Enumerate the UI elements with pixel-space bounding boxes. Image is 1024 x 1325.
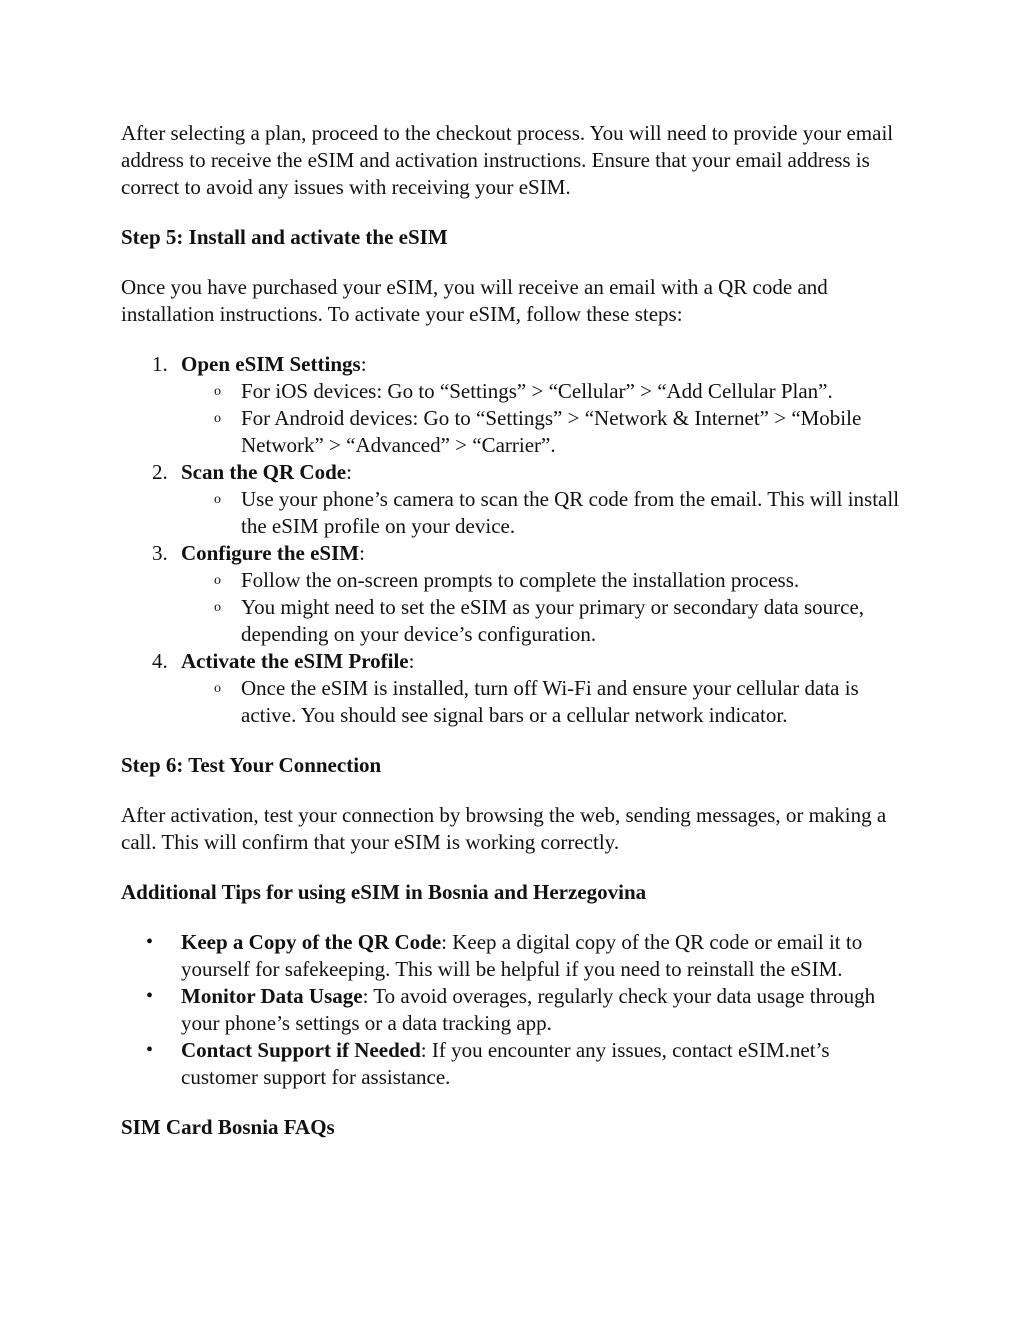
circle-bullet-icon: o — [214, 492, 221, 507]
circle-bullet-icon: o — [214, 411, 221, 426]
tip-text: : If you encounter any issues, contact eSIM.net’s customer support for assistance. — [181, 1038, 830, 1089]
tip-title: Contact Support if Needed — [181, 1038, 421, 1062]
tip-text: : To avoid overages, regularly check your data usage through your phone’s settings or a data tracking app. — [181, 984, 876, 1035]
step5-heading: Step 5: Install and activate the eSIM — [121, 225, 448, 249]
step-colon: : — [360, 352, 367, 376]
step-item-activate-esim-profile — [121, 648, 911, 729]
bullet-icon: • — [146, 985, 154, 1007]
bullet-icon: • — [146, 931, 154, 953]
substep-item — [181, 594, 911, 648]
step-item-configure-esim — [121, 540, 911, 648]
step-number: 4. — [152, 649, 168, 673]
step5-paragraph: Once you have purchased your eSIM, you will receive an email with a QR code and installation instructions. To activate your eSIM, follow these steps: — [121, 275, 828, 326]
tip-item — [121, 929, 911, 983]
step-title: Configure the eSIM — [181, 541, 360, 565]
intro-paragraph: After selecting a plan, proceed to the checkout process. You will need to provide your email address to receive the eSIM and activation instructions. Ensure that your email address is correct to avoid any issues with receiving your eSIM. — [121, 121, 894, 199]
step-number: 1. — [152, 352, 168, 376]
tips-list — [121, 929, 911, 1091]
substep-item — [181, 486, 911, 540]
circle-bullet-icon: o — [214, 681, 221, 696]
substep-item — [181, 567, 911, 594]
step-number: 3. — [152, 541, 168, 565]
tips-heading: Additional Tips for using eSIM in Bosnia and Herzegovina — [121, 880, 647, 904]
substep-text: Follow the on-screen prompts to complete the installation process. — [241, 568, 800, 592]
step-item-open-esim-settings — [121, 351, 911, 459]
tip-item — [121, 1037, 911, 1091]
faq-heading: SIM Card Bosnia FAQs — [121, 1115, 335, 1139]
tip-item — [121, 983, 911, 1037]
step-item-scan-qr-code — [121, 459, 911, 540]
substep-item — [181, 405, 911, 459]
circle-bullet-icon: o — [214, 600, 221, 615]
substep-item — [181, 378, 911, 405]
step-colon: : — [408, 649, 415, 673]
substep-item — [181, 675, 911, 729]
substep-text: You might need to set the eSIM as your primary or secondary data source, depending on your device’s configuration. — [241, 595, 865, 646]
substep-list — [181, 675, 911, 729]
tip-title: Keep a Copy of the QR Code — [181, 930, 442, 954]
step-colon: : — [359, 541, 365, 565]
step6-heading: Step 6: Test Your Connection — [121, 753, 382, 777]
circle-bullet-icon: o — [214, 384, 221, 399]
substep-list — [181, 378, 911, 459]
step-title: Open eSIM Settings — [181, 352, 361, 376]
tip-title: Monitor Data Usage — [181, 984, 363, 1008]
circle-bullet-icon: o — [214, 573, 221, 588]
step-title: Scan the QR Code — [181, 460, 347, 484]
step-colon: : — [346, 460, 352, 484]
substep-text: Use your phone’s camera to scan the QR code from the email. This will install the eSIM profile on your device. — [241, 487, 900, 538]
substep-text: For iOS devices: Go to “Settings” > “Cellular” > “Add Cellular Plan”. — [241, 379, 833, 403]
substep-list — [181, 567, 911, 648]
step-number: 2. — [152, 460, 168, 484]
bullet-icon: • — [146, 1039, 154, 1061]
step-title: Activate the eSIM Profile — [181, 649, 409, 673]
substep-text: For Android devices: Go to “Settings” > “Network & Internet” > “Mobile Network” > “Advanced” > “Carrier”. — [241, 406, 862, 457]
tip-text: : Keep a digital copy of the QR code or email it to yourself for safekeeping. This will be helpful if you need to reinstall the eSIM. — [181, 930, 863, 981]
activation-steps-list — [121, 351, 911, 729]
substep-text: Once the eSIM is installed, turn off Wi-Fi and ensure your cellular data is active. You should see signal bars or a cellular network indicator. — [241, 676, 859, 727]
substep-list — [181, 486, 911, 540]
document-page — [121, 120, 911, 1164]
step6-paragraph: After activation, test your connection by browsing the web, sending messages, or making a call. This will confirm that your eSIM is working correctly. — [121, 803, 887, 854]
